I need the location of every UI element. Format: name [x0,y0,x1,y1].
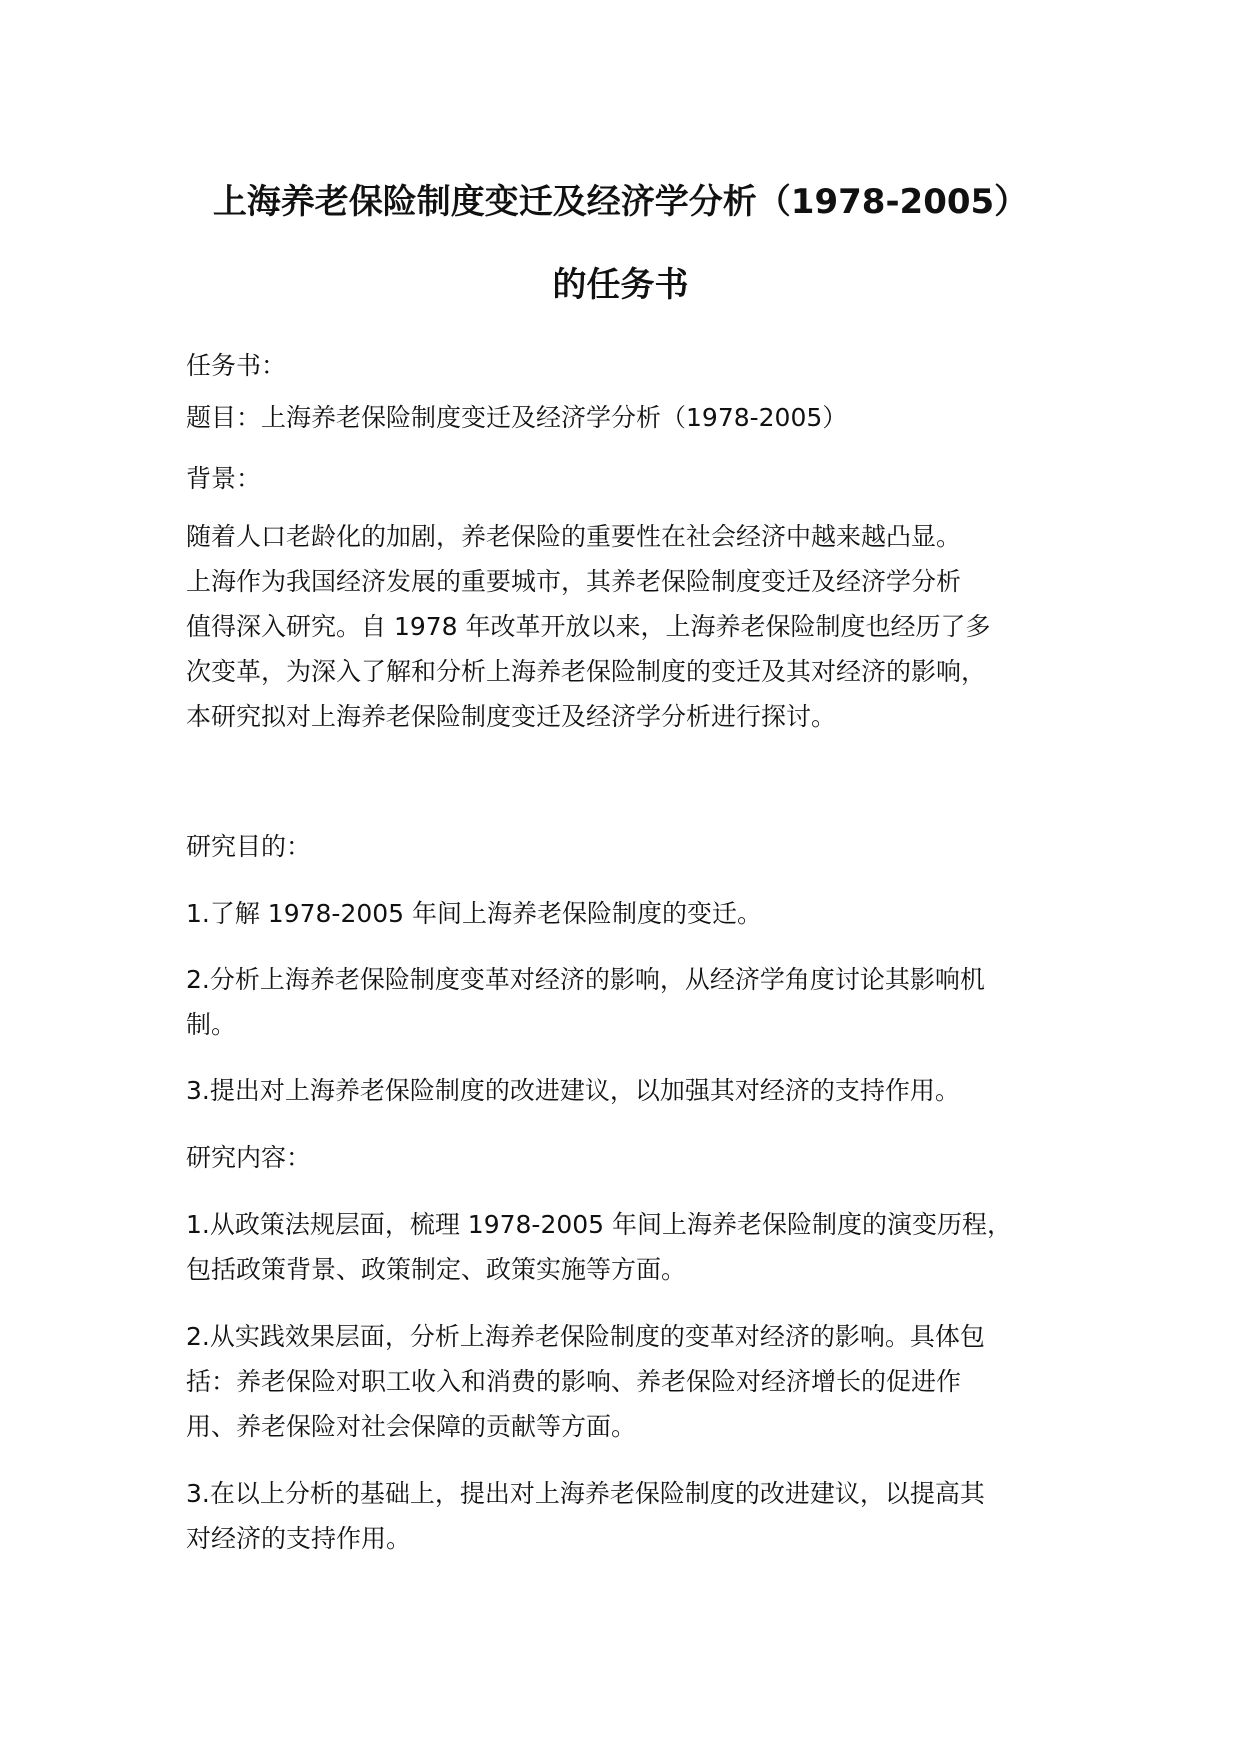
research-purpose-heading [186,824,1086,869]
background-paragraph [186,514,1086,739]
text-line: 本研究拟对上海养老保险制度变迁及经济学分析进行探讨。 [186,702,837,731]
purpose-item-1 [186,891,1086,936]
text-line: 1.了解 1978-2005 年间上海养老保险制度的变迁。 [186,899,763,928]
background-heading [186,456,1086,501]
topic-paragraph [186,395,1086,440]
text-line: 制。 [186,1010,237,1039]
purpose-item-2 [186,957,1086,1047]
text-line: 2.分析上海养老保险制度变革对经济的影响，从经济学角度讨论其影响机 [186,965,985,994]
content-item-2 [186,1314,1086,1449]
content-item-1 [186,1202,1086,1292]
research-content-heading [186,1135,1086,1180]
purpose-item-3 [186,1068,1086,1113]
text-line: 题目：上海养老保险制度变迁及经济学分析（1978-2005） [186,403,848,432]
text-line: 研究目的： [186,832,312,861]
text-line: 3.提出对上海养老保险制度的改进建议，以加强其对经济的支持作用。 [186,1076,960,1105]
text-line: 背景： [186,464,262,493]
text-line: 包括政策背景、政策制定、政策实施等方面。 [186,1255,687,1284]
text-line: 值得深入研究。自 1978 年改革开放以来，上海养老保险制度也经历了多 [186,612,991,641]
content-item-3 [186,1471,1086,1561]
text-line: 对经济的支持作用。 [186,1524,412,1553]
text-line: 随着人口老龄化的加剧，养老保险的重要性在社会经济中越来越凸显。 [186,522,962,551]
text-line: 3.在以上分析的基础上，提出对上海养老保险制度的改进建议，以提高其 [186,1479,985,1508]
text-line: 任务书： [186,351,287,380]
document-title-line-1: 上海养老保险制度变迁及经济学分析（1978-2005） [212,182,1029,222]
text-line: 上海作为我国经济发展的重要城市，其养老保险制度变迁及经济学分析 [186,567,962,596]
text-line: 次变革，为深入了解和分析上海养老保险制度的变迁及其对经济的影响， [186,657,987,686]
task-book-label [186,343,1086,388]
text-line: 用、养老保险对社会保障的贡献等方面。 [186,1412,637,1441]
text-line: 1.从政策法规层面，梳理 1978-2005 年间上海养老保险制度的演变历程， [186,1210,1013,1239]
document-title-line-2: 的任务书 [552,265,689,305]
text-line: 研究内容： [186,1143,312,1172]
text-line: 2.从实践效果层面，分析上海养老保险制度的变革对经济的影响。具体包 [186,1322,985,1351]
text-line: 括：养老保险对职工收入和消费的影响、养老保险对经济增长的促进作 [186,1367,962,1396]
